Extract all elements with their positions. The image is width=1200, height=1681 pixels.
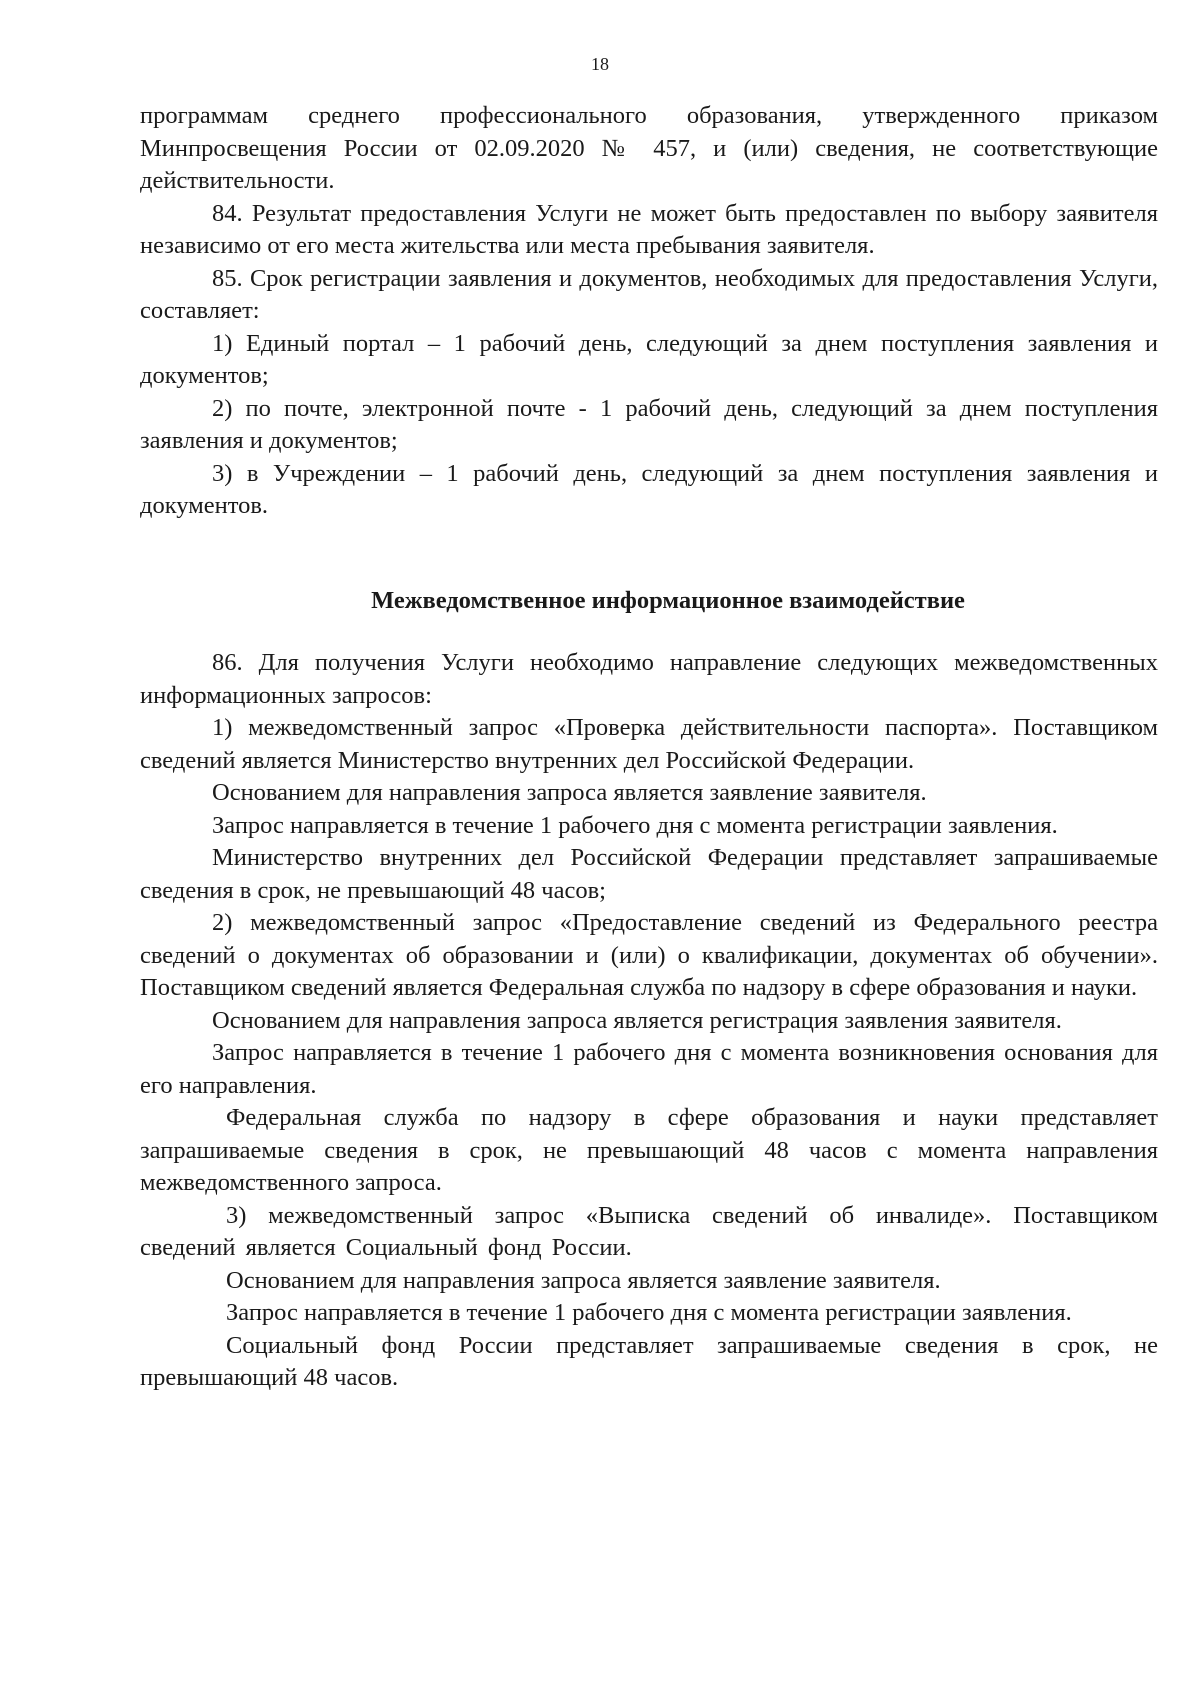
- list-item-86-3: 3) межведомственный запрос «Выписка сведений об инвалиде». Поставщиком сведений является Социальный фонд России.: [140, 1201, 1158, 1261]
- paragraph-continuation: программам среднего профессионального образования, утвержденного приказом Минпросвещения России от 02.09.2020 № 457, и (или) сведения, не соответствующие действительности.: [140, 102, 1158, 194]
- paragraph-basis-3: Основанием для направления запроса является заявление заявителя.: [226, 1266, 941, 1294]
- paragraph-84: 84. Результат предоставления Услуги не может быть предоставлен по выбору заявителя независимо от его места жительства или места пребывания заявителя.: [140, 199, 1158, 259]
- list-item-85-2: 2) по почте, электронной почте - 1 рабочий день, следующий за днем поступления заявления и документов;: [140, 394, 1158, 454]
- paragraph-basis-2: Основанием для направления запроса является регистрация заявления заявителя.: [212, 1006, 1062, 1034]
- paragraph-request-term-2: Запрос направляется в течение 1 рабочего дня с момента возникновения основания для его направления.: [140, 1039, 1158, 1099]
- page-number: 18: [591, 54, 609, 74]
- paragraph-85: 85. Срок регистрации заявления и документов, необходимых для предоставления Услуги, составляет:: [140, 264, 1158, 324]
- section-heading: Межведомственное информационное взаимодействие: [371, 586, 965, 614]
- list-item-86-1: 1) межведомственный запрос «Проверка действительности паспорта». Поставщиком сведений является Министерство внутренних дел Российской Федерации.: [140, 714, 1158, 774]
- list-item-85-1: 1) Единый портал – 1 рабочий день, следующий за днем поступления заявления и документов;: [140, 329, 1158, 389]
- document-body: [140, 100, 1158, 1395]
- list-item-85-3: 3) в Учреждении – 1 рабочий день, следующий за днем поступления заявления и документов.: [140, 459, 1158, 519]
- paragraph-request-term-1: Запрос направляется в течение 1 рабочего дня с момента регистрации заявления.: [212, 811, 1058, 839]
- paragraph-provider-term-1: Министерство внутренних дел Российской Федерации представляет запрашиваемые сведения в срок, не превышающий 48 часов;: [140, 844, 1158, 904]
- paragraph-request-term-3: Запрос направляется в течение 1 рабочего дня с момента регистрации заявления.: [226, 1299, 1072, 1326]
- list-item-86-2: 2) межведомственный запрос «Предоставление сведений из Федерального реестра сведений о документах об образовании и (или) о квалификации, документах об обучении». Поставщиком сведений является Федеральная служба по надзору в сфере образования и науки.: [140, 909, 1158, 1001]
- section-body: [140, 647, 1158, 1395]
- paragraph-provider-term-2: Федеральная служба по надзору в сфере образования и науки представляет запрашиваемые сведения в срок, не превышающий 48 часов с момента направления межведомственного запроса.: [140, 1104, 1158, 1196]
- paragraph-basis-1: Основанием для направления запроса является заявление заявителя.: [212, 779, 927, 806]
- paragraph-provider-term-3: Социальный фонд России представляет запрашиваемые сведения в срок, не превышающий 48 часов.: [140, 1331, 1158, 1391]
- paragraph-86: 86. Для получения Услуги необходимо направление следующих межведомственных информационных запросов:: [140, 649, 1158, 709]
